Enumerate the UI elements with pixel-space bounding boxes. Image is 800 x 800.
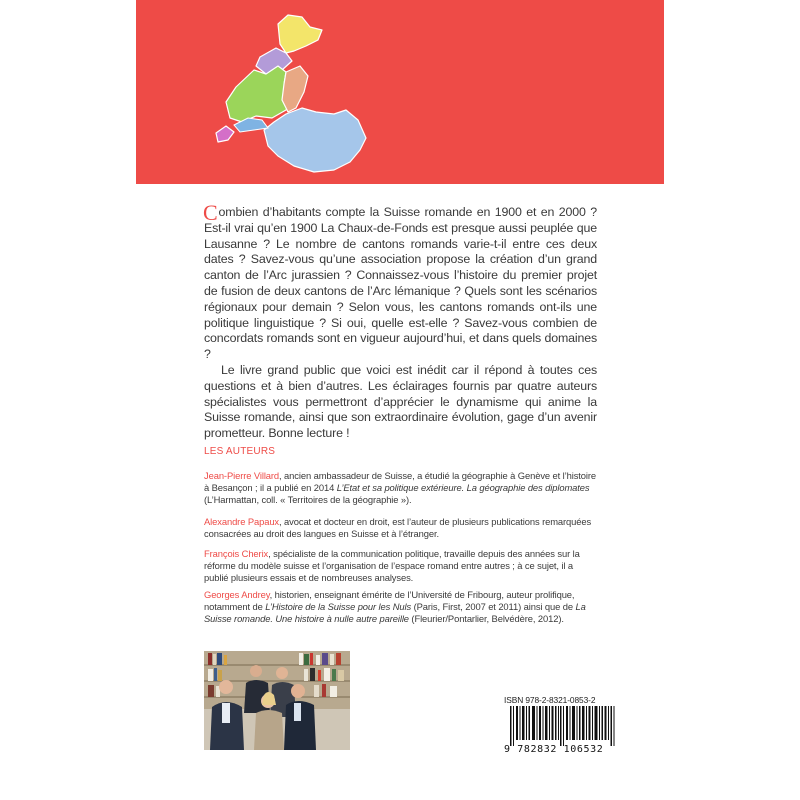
book-title: L’Etat et sa politique extérieure. La géographie des diplomates	[336, 482, 590, 494]
book-title: L’Histoire de la Suisse pour les Nuls	[265, 601, 412, 613]
top-banner	[136, 0, 664, 184]
author-bio-text: (Paris, First, 2007 et 2011) ainsi que de	[411, 601, 576, 613]
intro-text	[203, 200, 597, 442]
author-name: François Cherix	[204, 548, 269, 559]
book-title: La Suisse romande. Une histoire à nulle autre pareille	[204, 601, 586, 625]
fribourg-region	[282, 66, 308, 112]
author-name: Georges Andrey	[204, 589, 270, 600]
author-bio-text: , avocat et docteur en droit, est l’auteur de plusieurs publications remarquées consacrées au droit des langues en Suisse et à l’étranger.	[204, 516, 592, 540]
drop-cap: C	[203, 200, 218, 225]
geneva-region	[216, 126, 234, 142]
barcode-digits	[504, 744, 603, 755]
back-cover	[136, 0, 664, 800]
author-bio-text: , spécialiste de la communication politique, travaille depuis des années sur la réforme du modèle suisse et l’organisation de l’espace romand entre autres ; à ce sujet, il a publié plusieurs essais et de nombreuses analyses.	[204, 548, 580, 584]
romandie-map-illustration	[136, 0, 664, 184]
barcode-digits-left: 782832	[517, 744, 557, 755]
isbn-label: ISBN 978-2-8321-0853-2	[504, 695, 596, 705]
author-bio-papaux	[204, 516, 597, 540]
author-bio-text: (L’Harmattan, coll. « Territoires de la géographie »).	[204, 494, 412, 506]
author-bio-villard	[204, 470, 597, 507]
author-bio-text: , ancien ambassadeur de Suisse, a étudié la géographie à Genève et l’histoire à Besançon ; il a publié en 2014	[204, 470, 597, 494]
barcode-digits-right: 106532	[563, 744, 604, 755]
author-bio-text: , historien, enseignant émérite de l’Université de Fribourg, auteur prolifique, notamment de	[204, 589, 575, 613]
barcode-bars	[504, 706, 622, 746]
intro-paragraph-2: Le livre grand public que voici est inédit car il répond à toutes ces questions et à bien d’autres. Les éclairages fournis par quatre auteurs spécialistes vous permettront d’apprécier le dynamisme qui anime la Suisse romande, ainsi que son extraordinaire évolution, gage d’un avenir prometteur. Bonne lecture !	[204, 362, 597, 441]
intro-paragraph-1	[203, 200, 597, 363]
author-bio-cherix	[204, 548, 597, 585]
valais-region	[264, 108, 366, 172]
author-bio-andrey	[204, 589, 597, 626]
isbn-barcode	[504, 695, 624, 757]
jura-region	[278, 15, 322, 53]
intro-paragraph-1-text: ombien d’habitants compte la Suisse romande en 1900 et en 2000 ? Est-il vrai qu’en 1900 La Chaux-de-Fonds est presque aussi peuplée que Lausanne ? Le nombre de cantons romands varie-t-il entre ces deux dates ? Savez-vous qu’une association propose la création d’un grand canton de l’Arc jurassien ? Connaissez-vous l’histoire du premier projet de fusion de deux cantons de l’Arc lémanique ? Quels sont les scénarios régionaux pour demain ? Selon vous, les cantons romands ont-ils une politique linguistique ? Si oui, quelle est-elle ? Savez-vous combien de concordats romands sont en vigueur aujourd’hui, et dans quels domaines ?	[204, 205, 597, 362]
barcode-digit-first: 9	[504, 744, 511, 755]
authors-photo	[204, 651, 350, 750]
author-name: Jean-Pierre Villard	[204, 470, 280, 481]
author-name: Alexandre Papaux	[204, 516, 280, 527]
author-bio-text: (Fleurier/Pontarlier, Belvédère, 2012).	[408, 613, 564, 625]
authors-heading: LES AUTEURS	[204, 446, 276, 457]
